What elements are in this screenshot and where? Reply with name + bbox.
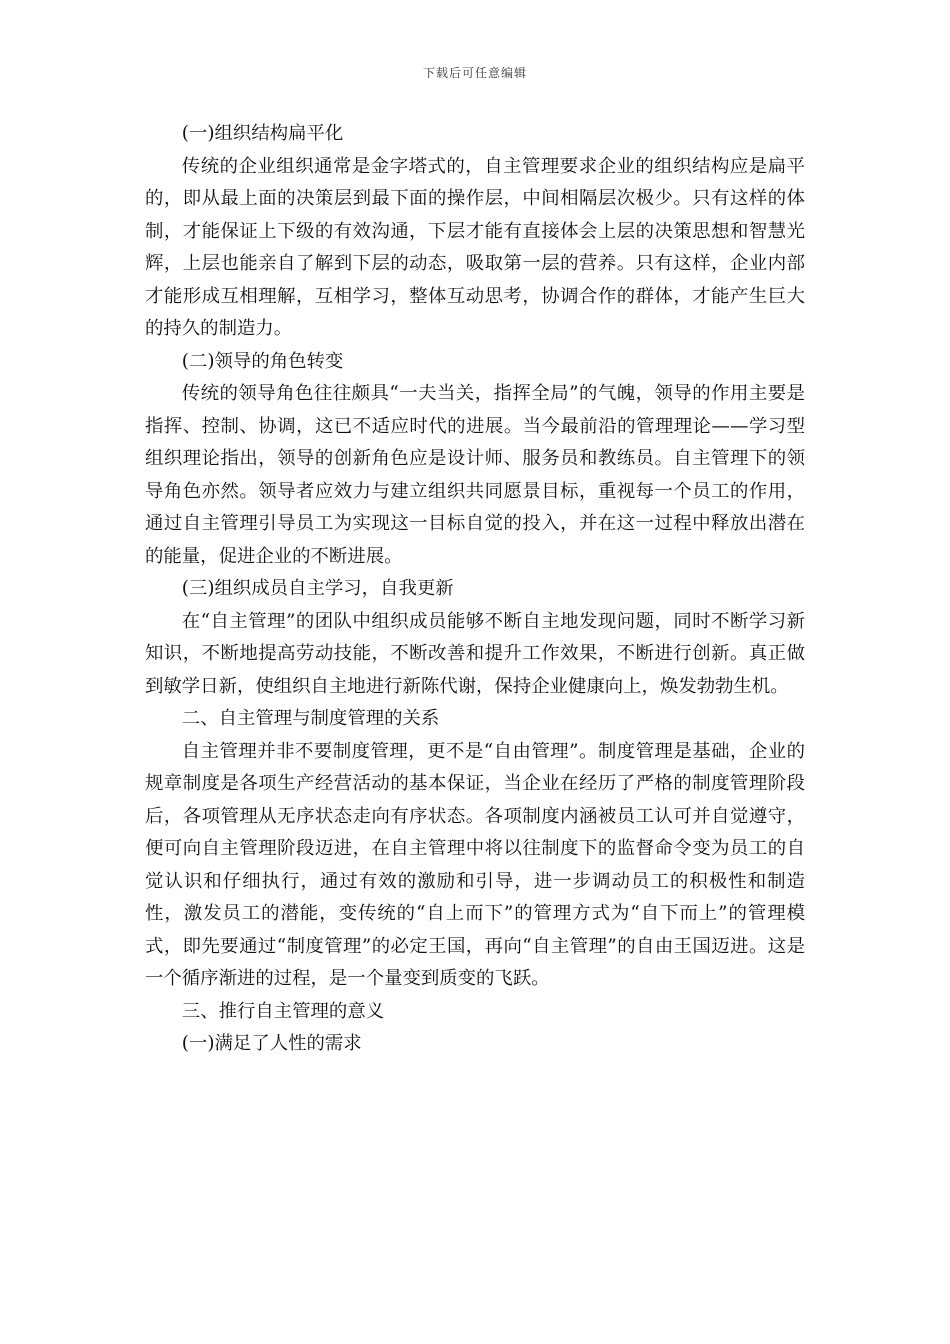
paragraph: 在“自主管理”的团队中组织成员能够不断自主地发现问题，同时不断学习新知识，不断地提高劳动技能，不断改善和提升工作效果，不断进行创新。真正做到敏学日新，使组织自主地进行新陈代谢，保持企业健康向上，焕发勃勃生机。 <box>145 610 805 697</box>
section-heading: (三)组织成员自主学习，自我更新 <box>181 578 454 599</box>
paragraph: 传统的企业组织通常是金字塔式的，自主管理要求企业的组织结构应是扁平的，即从最上面的决策层到最下面的操作层，中间相隔层次极少。只有这样的体制，才能保证上下级的有效沟通，下层才能有直接体会上层的决策思想和智慧光辉，上层也能亲自了解到下层的动态，吸取第一层的营养。只有这样，企业内部才能形成互相理解，互相学习，整体互动思考，协调合作的群体，才能产生巨大的持久的制造力。 <box>145 155 805 339</box>
paragraph: 自主管理并非不要制度管理，更不是“自由管理”。制度管理是基础，企业的规章制度是各项生产经营活动的基本保证，当企业在经历了严格的制度管理阶段后，各项管理从无序状态走向有序状态。各项制度内涵被员工认可并自觉遵守，便可向自主管理阶段迈进，在自主管理中将以往制度下的监督命令变为员工的自觉认识和仔细执行，通过有效的激励和引导，进一步调动员工的积极性和制造性，激发员工的潜能，变传统的“自上而下”的管理方式为“自下而上”的管理模式，即先要通过“制度管理”的必定王国，再向“自主管理”的自由王国迈进。这是一个循序渐进的过程，是一个量变到质变的飞跃。 <box>145 740 805 989</box>
section-heading: (一)满足了人性的需求 <box>181 1033 362 1054</box>
page-header: 下载后可任意编辑 <box>422 66 527 80</box>
section-heading: (二)领导的角色转变 <box>181 350 344 372</box>
section-heading: 三、推行自主管理的意义 <box>181 1000 385 1022</box>
document-body <box>145 118 805 1061</box>
section-heading: 二、自主管理与制度管理的关系 <box>181 708 440 729</box>
paragraph: 传统的领导角色往往颇具“一夫当关，指挥全局”的气魄，领导的作用主要是指挥、控制、协调，这已不适应时代的进展。当今最前沿的管理理论——学习型组织理论指出，领导的创新角色应是设计师、服务员和教练员。自主管理下的领导角色亦然。领导者应效力与建立组织共同愿景目标，重视每一个员工的作用，通过自主管理引导员工为实现这一目标自觉的投入，并在这一过程中释放出潜在的能量，促进企业的不断进展。 <box>145 383 805 567</box>
section-heading: (一)组织结构扁平化 <box>181 123 344 144</box>
